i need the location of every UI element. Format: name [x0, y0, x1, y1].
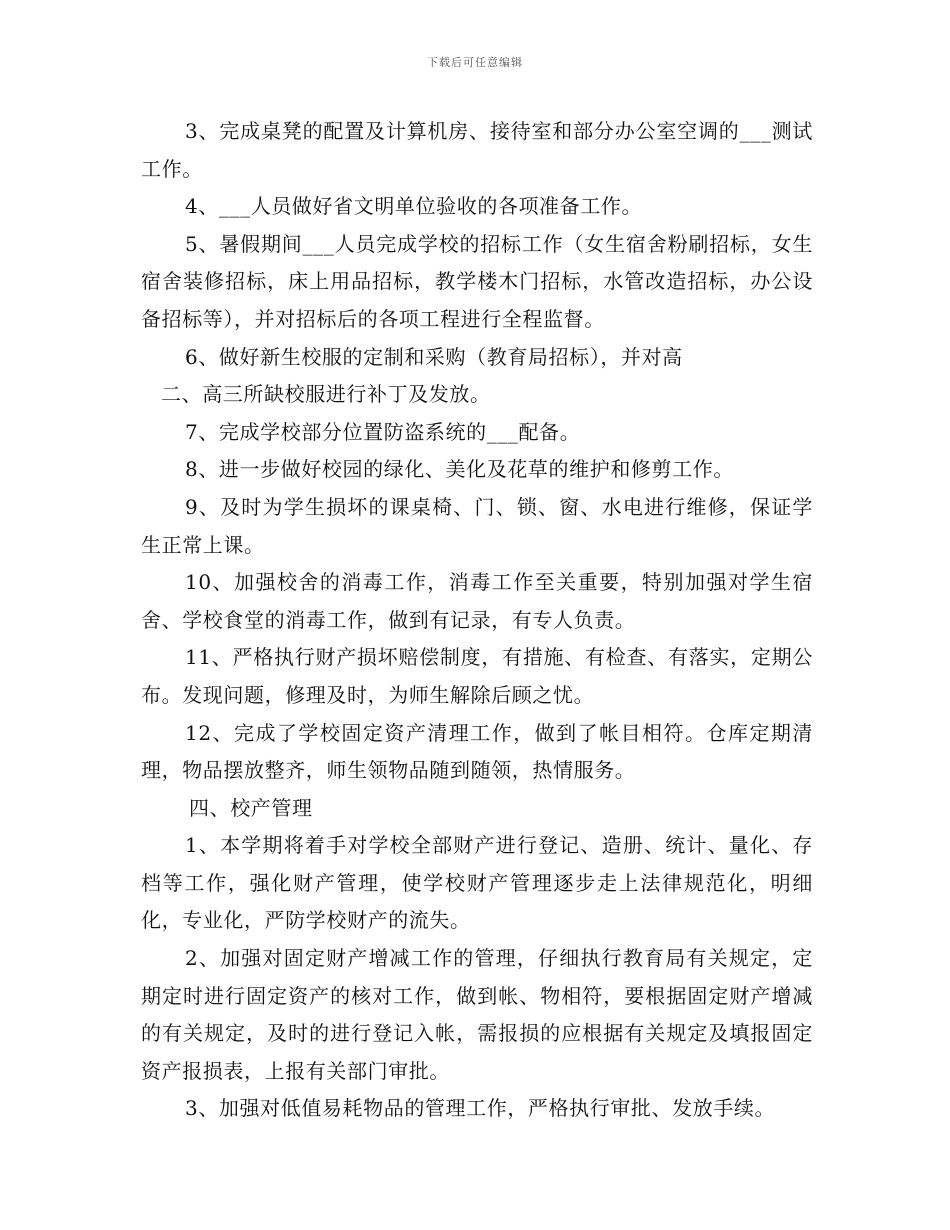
paragraph-item-7: 7、完成学校部分位置防盗系统的___配备。 — [185, 419, 581, 444]
paragraph-asset-2: 2、加强对固定财产增减工作的管理，仔细执行教育局有关规定，定期定时进行固定资产的核对工作，做到帐、物相符，要根据固定财产增减的有关规定，及时的进行登记入帐，需报损的应根据有关规定及填报固定资产报损表，上报有关部门审批。 — [141, 946, 813, 1083]
paragraph-item-6: 6、做好新生校服的定制和采购（教育局招标），并对高 — [185, 344, 683, 369]
paragraph-section-2: 二、高三所缺校服进行补丁及发放。 — [161, 382, 491, 407]
document-body — [141, 113, 813, 1128]
paragraph-item-3: 3、完成桌凳的配置及计算机房、接待室和部分办公室空调的___测试工作。 — [141, 119, 813, 181]
paragraph-item-9: 9、及时为学生损坏的课桌椅、门、锁、窗、水电进行维修，保证学生正常上课。 — [141, 494, 813, 557]
paragraph-item-8: 8、进一步做好校园的绿化、美化及花草的维护和修剪工作。 — [185, 457, 734, 482]
paragraph-item-4: 4、___人员做好省文明单位验收的各项准备工作。 — [185, 194, 643, 219]
paragraph-asset-3: 3、加强对低值易耗物品的管理工作，严格执行审批、发放手续。 — [185, 1096, 776, 1121]
header-note: 下载后可任意编辑 — [427, 56, 523, 69]
section-heading-4: 四、校产管理 — [189, 795, 313, 820]
paragraph-asset-1: 1、本学期将着手对学校全部财产进行登记、造册、统计、量化、存档等工作，强化财产管理，使学校财产管理逐步走上法律规范化，明细化，专业化，严防学校财产的流失。 — [141, 833, 813, 933]
paragraph-item-10: 10、加强校舍的消毒工作，消毒工作至关重要，特别加强对学生宿舍、学校食堂的消毒工作，做到有记录，有专人负责。 — [141, 570, 813, 632]
paragraph-item-12: 12、完成了学校固定资产清理工作，做到了帐目相符。仓库定期清理，物品摆放整齐，师生领物品随到随领，热情服务。 — [141, 720, 813, 783]
paragraph-item-5: 5、暑假期间___人员完成学校的招标工作（女生宿舍粉刷招标，女生宿舍装修招标，床上用品招标，教学楼木门招标，水管改造招标，办公设备招标等），并对招标后的各项工程进行全程监督。 — [141, 231, 813, 331]
paragraph-item-11: 11、严格执行财产损坏赔偿制度，有措施、有检查、有落实，定期公布。发现问题，修理及时，为师生解除后顾之忧。 — [141, 645, 813, 707]
